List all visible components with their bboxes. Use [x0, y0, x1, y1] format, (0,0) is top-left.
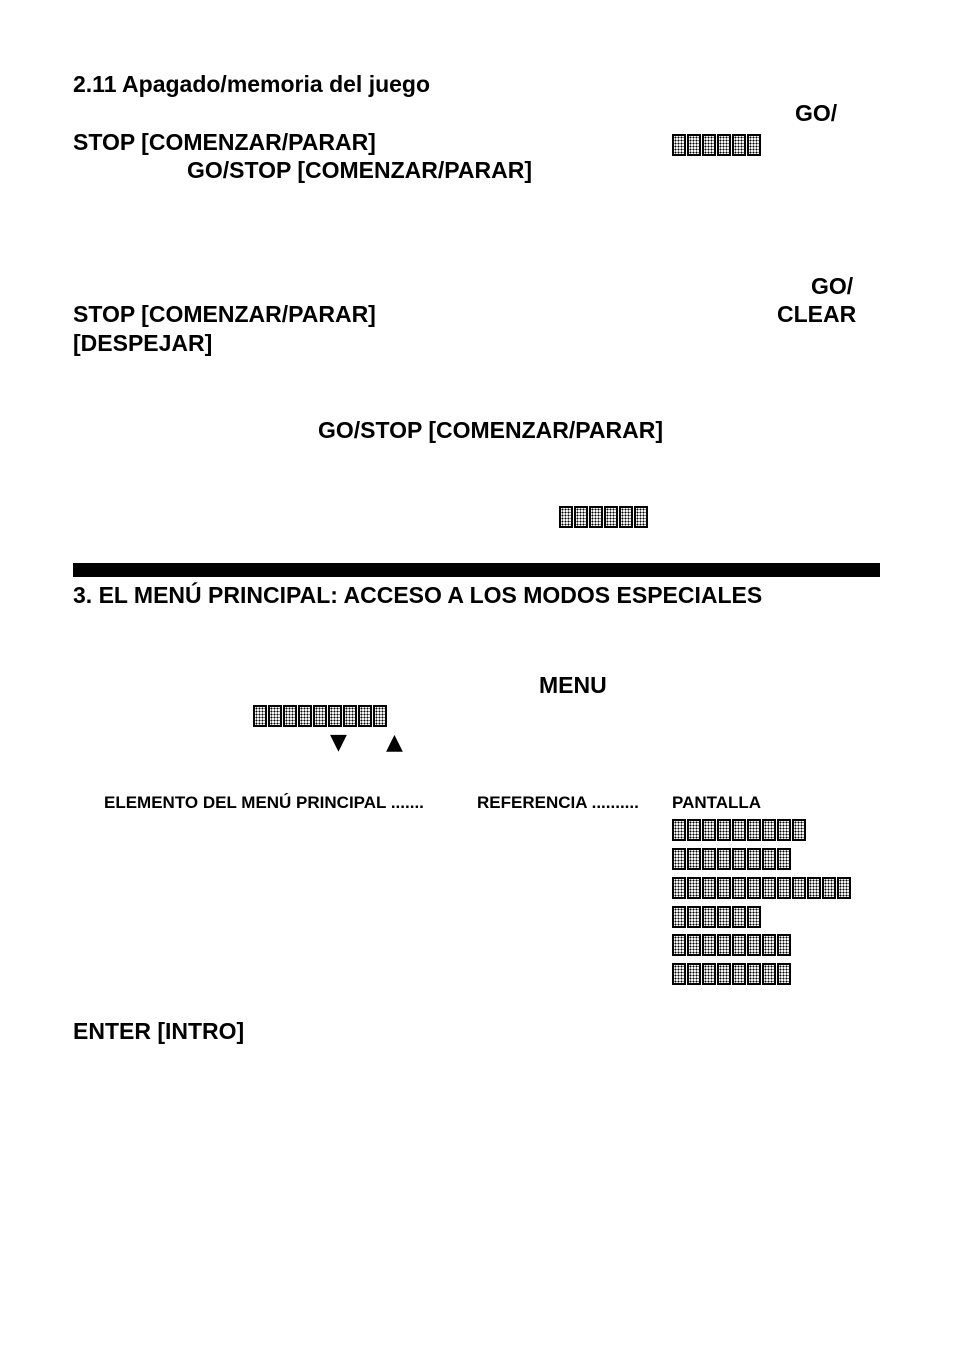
stop-key-label-2: STOP [COMENZAR/PARAR] — [73, 301, 376, 327]
table-header-reference: REFERENCIA .......... — [477, 793, 639, 812]
go-key-label-2: GO/ — [811, 273, 854, 299]
section-heading-3: 3. EL MENÚ PRINCIPAL: ACCESO A LOS MODOS ESPECIALES — [73, 582, 763, 608]
table-header-screen: PANTALLA — [672, 793, 762, 812]
menu-key-label: MENU — [539, 672, 607, 698]
lcd-option-display — [253, 705, 387, 727]
lcd-screen-info — [672, 906, 761, 928]
go-stop-key-label: GO/STOP [COMENZAR/PARAR] — [187, 157, 533, 183]
go-stop-key-label-3: GO/STOP [COMENZAR/PARAR] — [318, 417, 664, 443]
lcd-stop-display — [672, 134, 761, 156]
arrow-down-icon: ▼ — [330, 730, 347, 755]
lcd-screen-level — [672, 848, 791, 870]
clear-key-label: CLEAR — [777, 301, 857, 327]
section-heading-2-11: 2.11 Apagado/memoria del juego — [73, 71, 431, 97]
go-key-label: GO/ — [795, 100, 838, 126]
lcd-screen-takeback — [672, 877, 851, 899]
despejar-label: [DESPEJAR] — [73, 330, 213, 356]
lcd-screen-study — [672, 963, 791, 985]
lcd-screen-option — [672, 819, 806, 841]
table-header-item: ELEMENTO DEL MENÚ PRINCIPAL ....... — [104, 793, 424, 812]
arrow-up-icon: ▲ — [386, 730, 403, 755]
lcd-stop-display-2 — [559, 506, 648, 528]
stop-key-label: STOP [COMENZAR/PARAR] — [73, 129, 376, 155]
lcd-screen-setup — [672, 934, 791, 956]
enter-key-label: ENTER [INTRO] — [73, 1018, 245, 1044]
section-divider — [73, 563, 880, 577]
